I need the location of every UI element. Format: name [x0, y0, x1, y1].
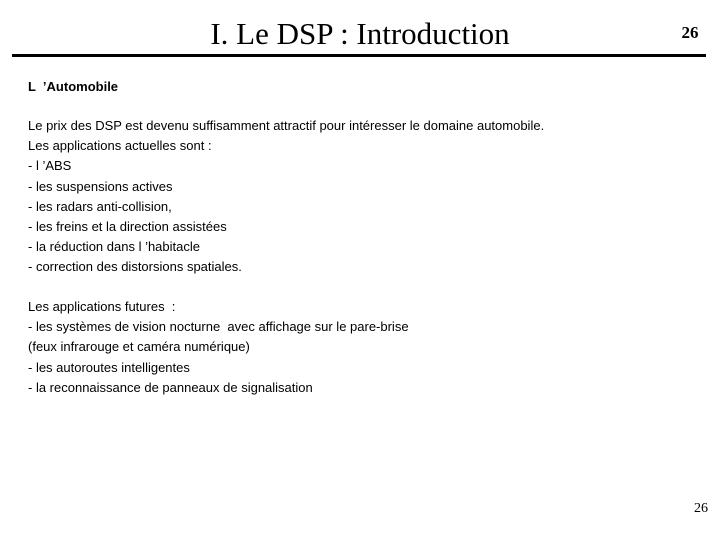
list-item: - les systèmes de vision nocturne avec affichage sur le pare-brise: [28, 319, 409, 335]
intro-sentence: Le prix des DSP est devenu suffisamment attractif pour intéresser le domaine automobile.: [28, 118, 545, 133]
list-item: - les radars anti-collision,: [28, 198, 172, 214]
list-item: - les autoroutes intelligentes: [28, 359, 190, 375]
list-item: - la reconnaissance de panneaux de signalisation: [28, 379, 313, 395]
current-applications-block: [28, 116, 544, 278]
title-divider: [12, 54, 706, 57]
list-heading: Les applications futures :: [28, 299, 176, 314]
slide-number-footer: 26: [694, 501, 708, 516]
list-item: - les suspensions actives: [28, 178, 173, 194]
list-item: - la réduction dans l ’habitacle: [28, 239, 200, 255]
list-item: - correction des distorsions spatiales.: [28, 259, 242, 275]
slide-title: I. Le DSP : Introduction: [210, 16, 510, 51]
list-item: - les freins et la direction assistées: [28, 219, 227, 235]
list-item: - l ’ABS: [28, 158, 72, 174]
future-applications-block: [28, 297, 409, 398]
slide-number-header: 26: [681, 23, 699, 42]
section-heading: L ’Automobile: [28, 79, 119, 94]
list-heading: Les applications actuelles sont :: [28, 138, 212, 154]
list-item-continuation: (feux infrarouge et caméra numérique): [28, 339, 250, 355]
